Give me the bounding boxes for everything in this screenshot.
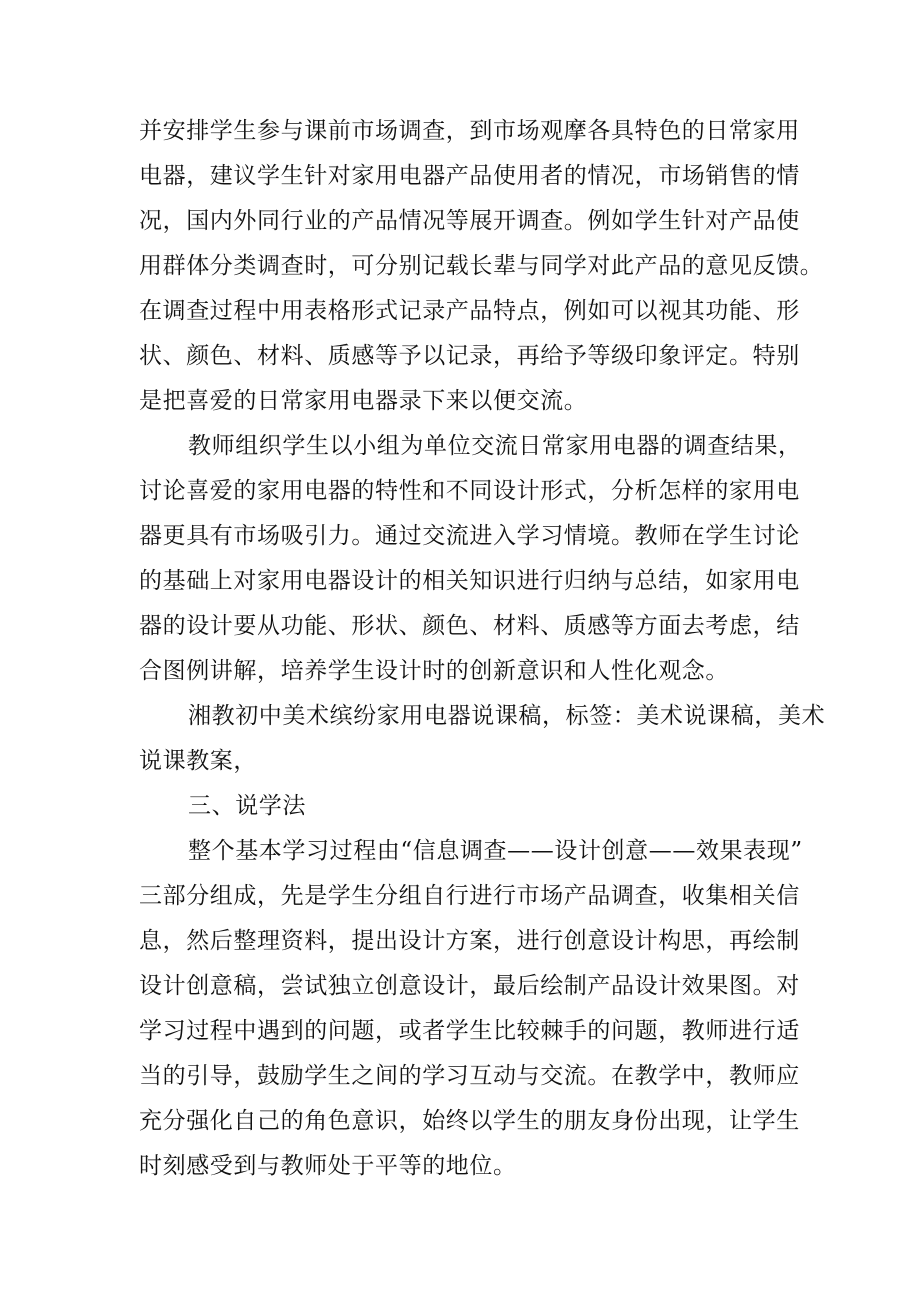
paragraph-tags: [139, 694, 826, 784]
text-line: 是把喜爱的日常家用电器录下来以便交流。: [139, 388, 588, 414]
paragraph-learning-process: [139, 829, 803, 1189]
text-line: 湘教初中美术缤纷家用电器说课稿，标签：美术说课稿，美术: [188, 703, 826, 729]
text-line: 学习过程中遇到的问题，或者学生比较棘手的问题，教师进行适: [139, 1018, 800, 1044]
paragraph-group-discussion: [139, 424, 802, 694]
text-line: 充分强化自己的角色意识，始终以学生的朋友身份出现，让学生: [139, 1108, 800, 1134]
text-line: 在调查过程中用表格形式记录产品特点，例如可以视其功能、形: [139, 298, 800, 324]
text-line: 教师组织学生以小组为单位交流日常家用电器的调查结果，: [188, 433, 802, 459]
text-line: 器的设计要从功能、形状、颜色、材料、质感等方面去考虑，结: [139, 613, 800, 639]
text-line: 设计创意稿，尝试独立创意设计，最后绘制产品设计效果图。对: [139, 973, 800, 999]
text-line: 讨论喜爱的家用电器的特性和不同设计形式，分析怎样的家用电: [139, 478, 800, 504]
text-line: 合图例讲解，培养学生设计时的创新意识和人性化观念。: [139, 658, 729, 684]
text-line: 用群体分类调查时，可分别记载长辈与同学对此产品的意见反馈。: [139, 253, 824, 279]
text-line: 的基础上对家用电器设计的相关知识进行归纳与总结，如家用电: [139, 568, 800, 594]
text-line: 整个基本学习过程由“信息调查——设计创意——效果表现”: [188, 838, 803, 864]
section-heading: [139, 784, 787, 829]
document-body: [139, 109, 826, 1189]
text-line: 况，国内外同行业的产品情况等展开调查。例如学生针对产品使: [139, 208, 800, 234]
text-line: 当的引导，鼓励学生之间的学习互动与交流。在教学中，教师应: [139, 1063, 800, 1089]
text-line: 器更具有市场吸引力。通过交流进入学习情境。教师在学生讨论: [139, 523, 800, 549]
text-line: 说课教案，: [139, 748, 257, 774]
text-line: 并安排学生参与课前市场调查，到市场观摩各具特色的日常家用: [139, 118, 800, 144]
text-line: 时刻感受到与教师处于平等的地位。: [139, 1153, 517, 1179]
text-line: 状、颜色、材料、质感等予以记录，再给予等级印象评定。特别: [139, 343, 800, 369]
section-heading-text: 三、说学法: [188, 793, 306, 819]
paragraph-market-research: [139, 109, 824, 424]
text-line: 息，然后整理资料，提出设计方案，进行创意设计构思，再绘制: [139, 928, 800, 954]
text-line: 电器，建议学生针对家用电器产品使用者的情况，市场销售的情: [139, 163, 800, 189]
text-line: 三部分组成，先是学生分组自行进行市场产品调查，收集相关信: [139, 883, 800, 909]
